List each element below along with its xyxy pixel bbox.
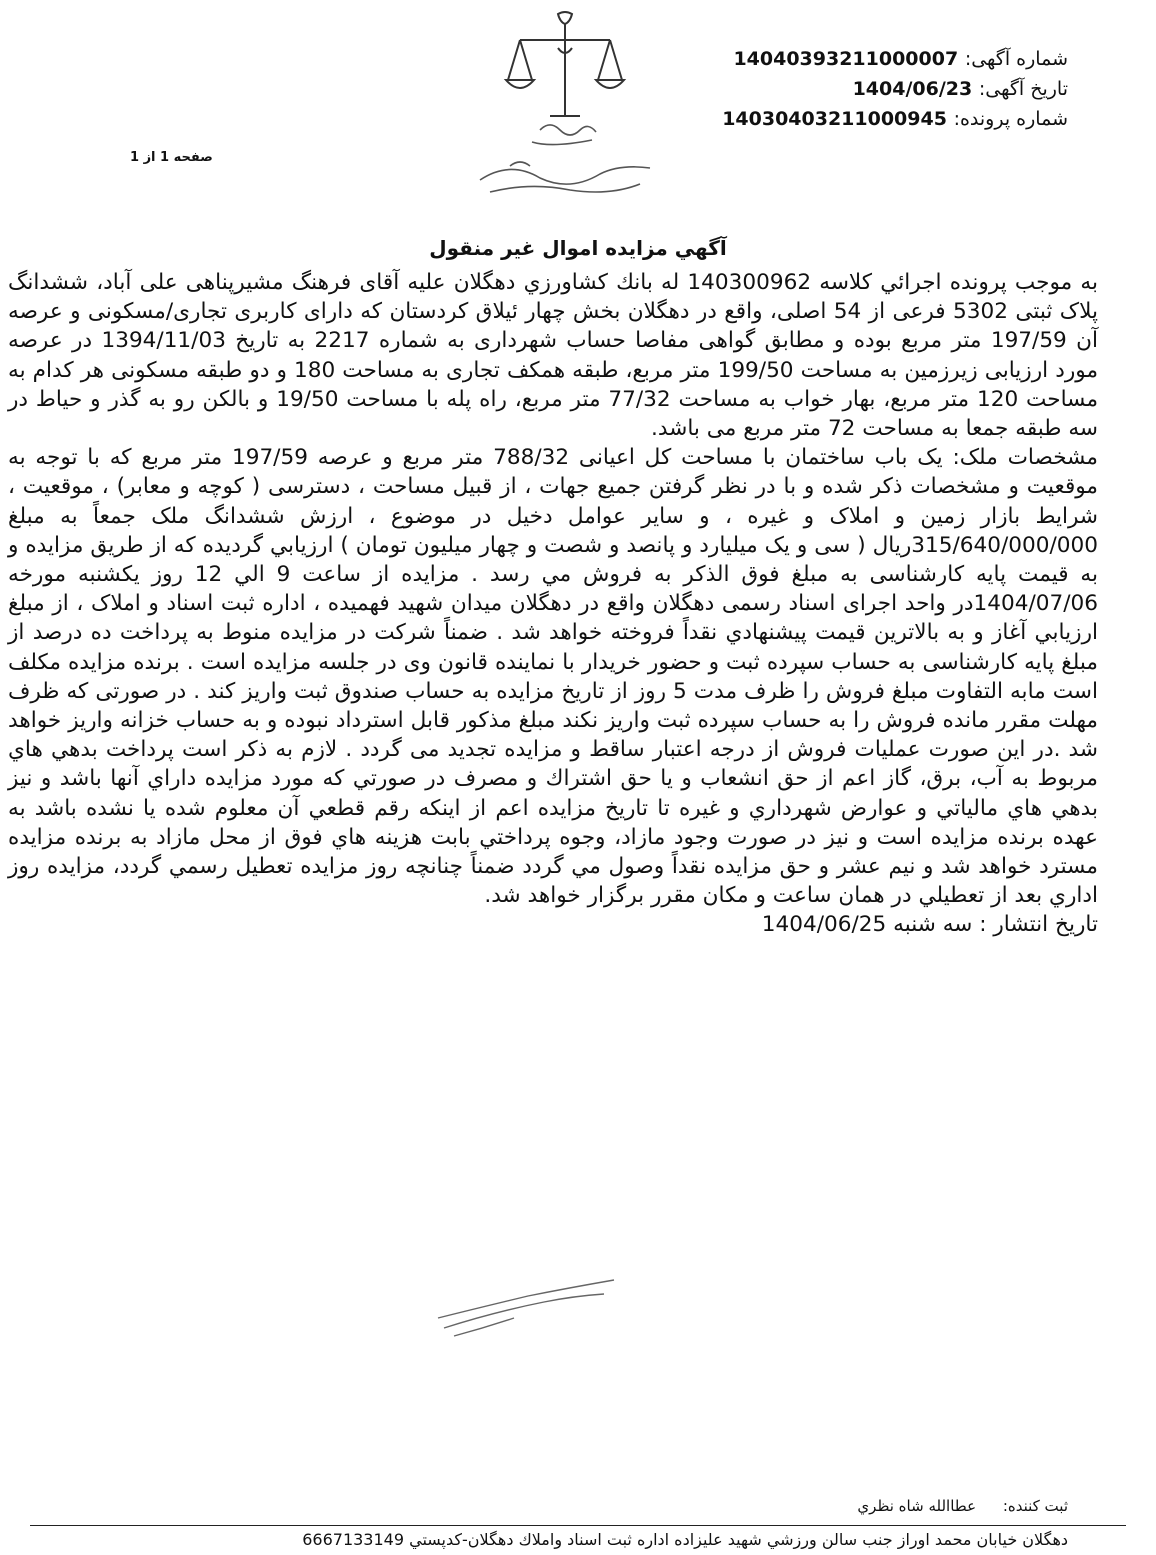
signature-icon: [430, 1270, 620, 1350]
ad-date-line: [722, 74, 1068, 104]
case-number-line: [722, 104, 1068, 134]
notice-title: آگهي مزايده اموال غير منقول: [429, 236, 727, 260]
footer-address: دهگلان خيابان محمد اوراز جنب سالن ورزشي شهيد عليزاده اداره ثبت اسناد واملاك دهگلان-كدپستي 6667133149: [302, 1530, 1068, 1549]
paragraph-property-specs: مشخصات ملک: یک باب ساختمان با مساحت کل اعیانی 788/32 متر مربع و عرصه 197/59 متر مربع که با توجه به موقعیت و مشخصات ذکر شده و با در نظر گرفتن جمیع جهات ، از قبیل مساحت ، دسترسی ( کوچه و معابر) ، موقعیت ، شرایط بازار زمین و املاک و غیره ، و سایر عوامل دخیل در موضوع ، ارزش ششدانگ ملک جمعاً به مبلغ 315/640/000/000ریال ( سی و یک میلیارد و پانصد و شصت و چهار میلیون تومان ) ارزيابي گرديده که از طريق مزايده و به قيمت پايه کارشناسی به مبلغ فوق الذکر به فروش مي رسد . مزايده از ساعت 9 الي 12 روز يکشنبه مورخه 1404/07/06در واحد اجرای اسناد رسمی دهگلان واقع در دهگلان میدان شهید فهمیده ، اداره ثبت اسناد و املاک ، از مبلغ ارزيابي آغاز و به بالاترين قيمت پيشنهادي نقداً فروخته خواهد شد . ضمناً شرکت در مزايده منوط به پرداخت ده درصد از مبلغ پايه کارشناسی به حساب سپرده ثبت و حضور خریدار با نماینده قانون وی در جلسه مزایده است . برنده مزایده مکلف است مابه التفاوت مبلغ فروش را ظرف مدت 5 روز از تاریخ مزایده به حساب صندوق ثبت واریز کند . در صورتی که ظرف مهلت مقرر مانده فروش را به حساب سپرده ثبت واریز نکند مبلغ مذکور قابل استرداد نبوده و به حساب خزانه واریز خواهد شد .در این صورت عملیات فروش از درجه اعتبار ساقط و مزایده تجدید می گردد . لازم به ذکر است پرداخت بدهي هاي مربوط به آب، برق، گاز اعم از حق انشعاب و يا حق اشتراك و مصرف در صورتي كه مورد مزايده داراي آنها باشد و نيز بدهي هاي مالياتي و عوارض شهرداري و غيره تا تاريخ مزايده اعم از اينكه رقم قطعي آن معلوم شده يا نشده باشد به عهده برنده مزايده است و نيز در صورت وجود مازاد، وجوه پرداختي بابت هزينه هاي فوق از محل مازاد به برنده مزايده مسترد خواهد شد و نيم عشر و حق مزايده نقداً وصول مي گردد ضمناً چنانچه روز مزايده تعطيل رسمي گردد، مزايده روز اداري بعد از تعطيلي در همان ساعت و مكان مقرر برگزار خواهد شد.: [8, 445, 1099, 909]
page-number: صفحه 1 از 1: [130, 150, 213, 165]
ad-number: 14040393211000007: [733, 48, 959, 70]
header-info: [722, 44, 1068, 134]
ad-number-label: شماره آگهی:: [964, 48, 1068, 70]
case-number-label: شماره پرونده:: [953, 108, 1068, 130]
footer-divider: [30, 1525, 1126, 1526]
paragraph-property-description: به موجب پرونده اجرائي كلاسه 140300962 له بانك كشاورزي دهگلان عليه آقای فرهنگ مشيرپناهی علی آباد، ششدانگ پلاک ثبتی 5302 فرعی از 54 اصلی، واقع در دهگلان بخش چهار ئیلاق کردستان که دارای کاربری تجاری/مسکونی و عرصه آن 197/59 متر مربع بوده و مطابق گواهی مفاصا حساب شهرداری به شماره 2217 به تاریخ 1394/11/03 در عرصه مورد ارزیابی زیرزمین به مساحت 199/50 متر مربع، طبقه همکف تجاری به مساحت 180 و دو طبقه مسکونی هر کدام به مساحت 120 متر مربع، بهار خواب به مساحت 77/32 متر مربع، راه پله با مساحت 19/50 و بالکن رو به گذر و حیاط در سه طبقه جمعا به مساحت 72 متر مربع می باشد.: [8, 270, 1099, 442]
case-number: 14030403211000945: [722, 108, 947, 130]
ad-date-label: تاریخ آگهی:: [978, 78, 1068, 100]
ad-date: 1404/06/23: [852, 78, 973, 100]
organization-seal-icon: [470, 110, 660, 200]
notice-body: [8, 268, 1098, 940]
registrar-label: ثبت کننده:: [1002, 1497, 1068, 1515]
registrar: [857, 1497, 1068, 1515]
registrar-name: عطاالله شاه نظري: [857, 1497, 977, 1515]
ad-number-line: [722, 44, 1068, 74]
publication-date: تاریخ انتشار : سه شنبه 1404/06/25: [761, 912, 1098, 938]
